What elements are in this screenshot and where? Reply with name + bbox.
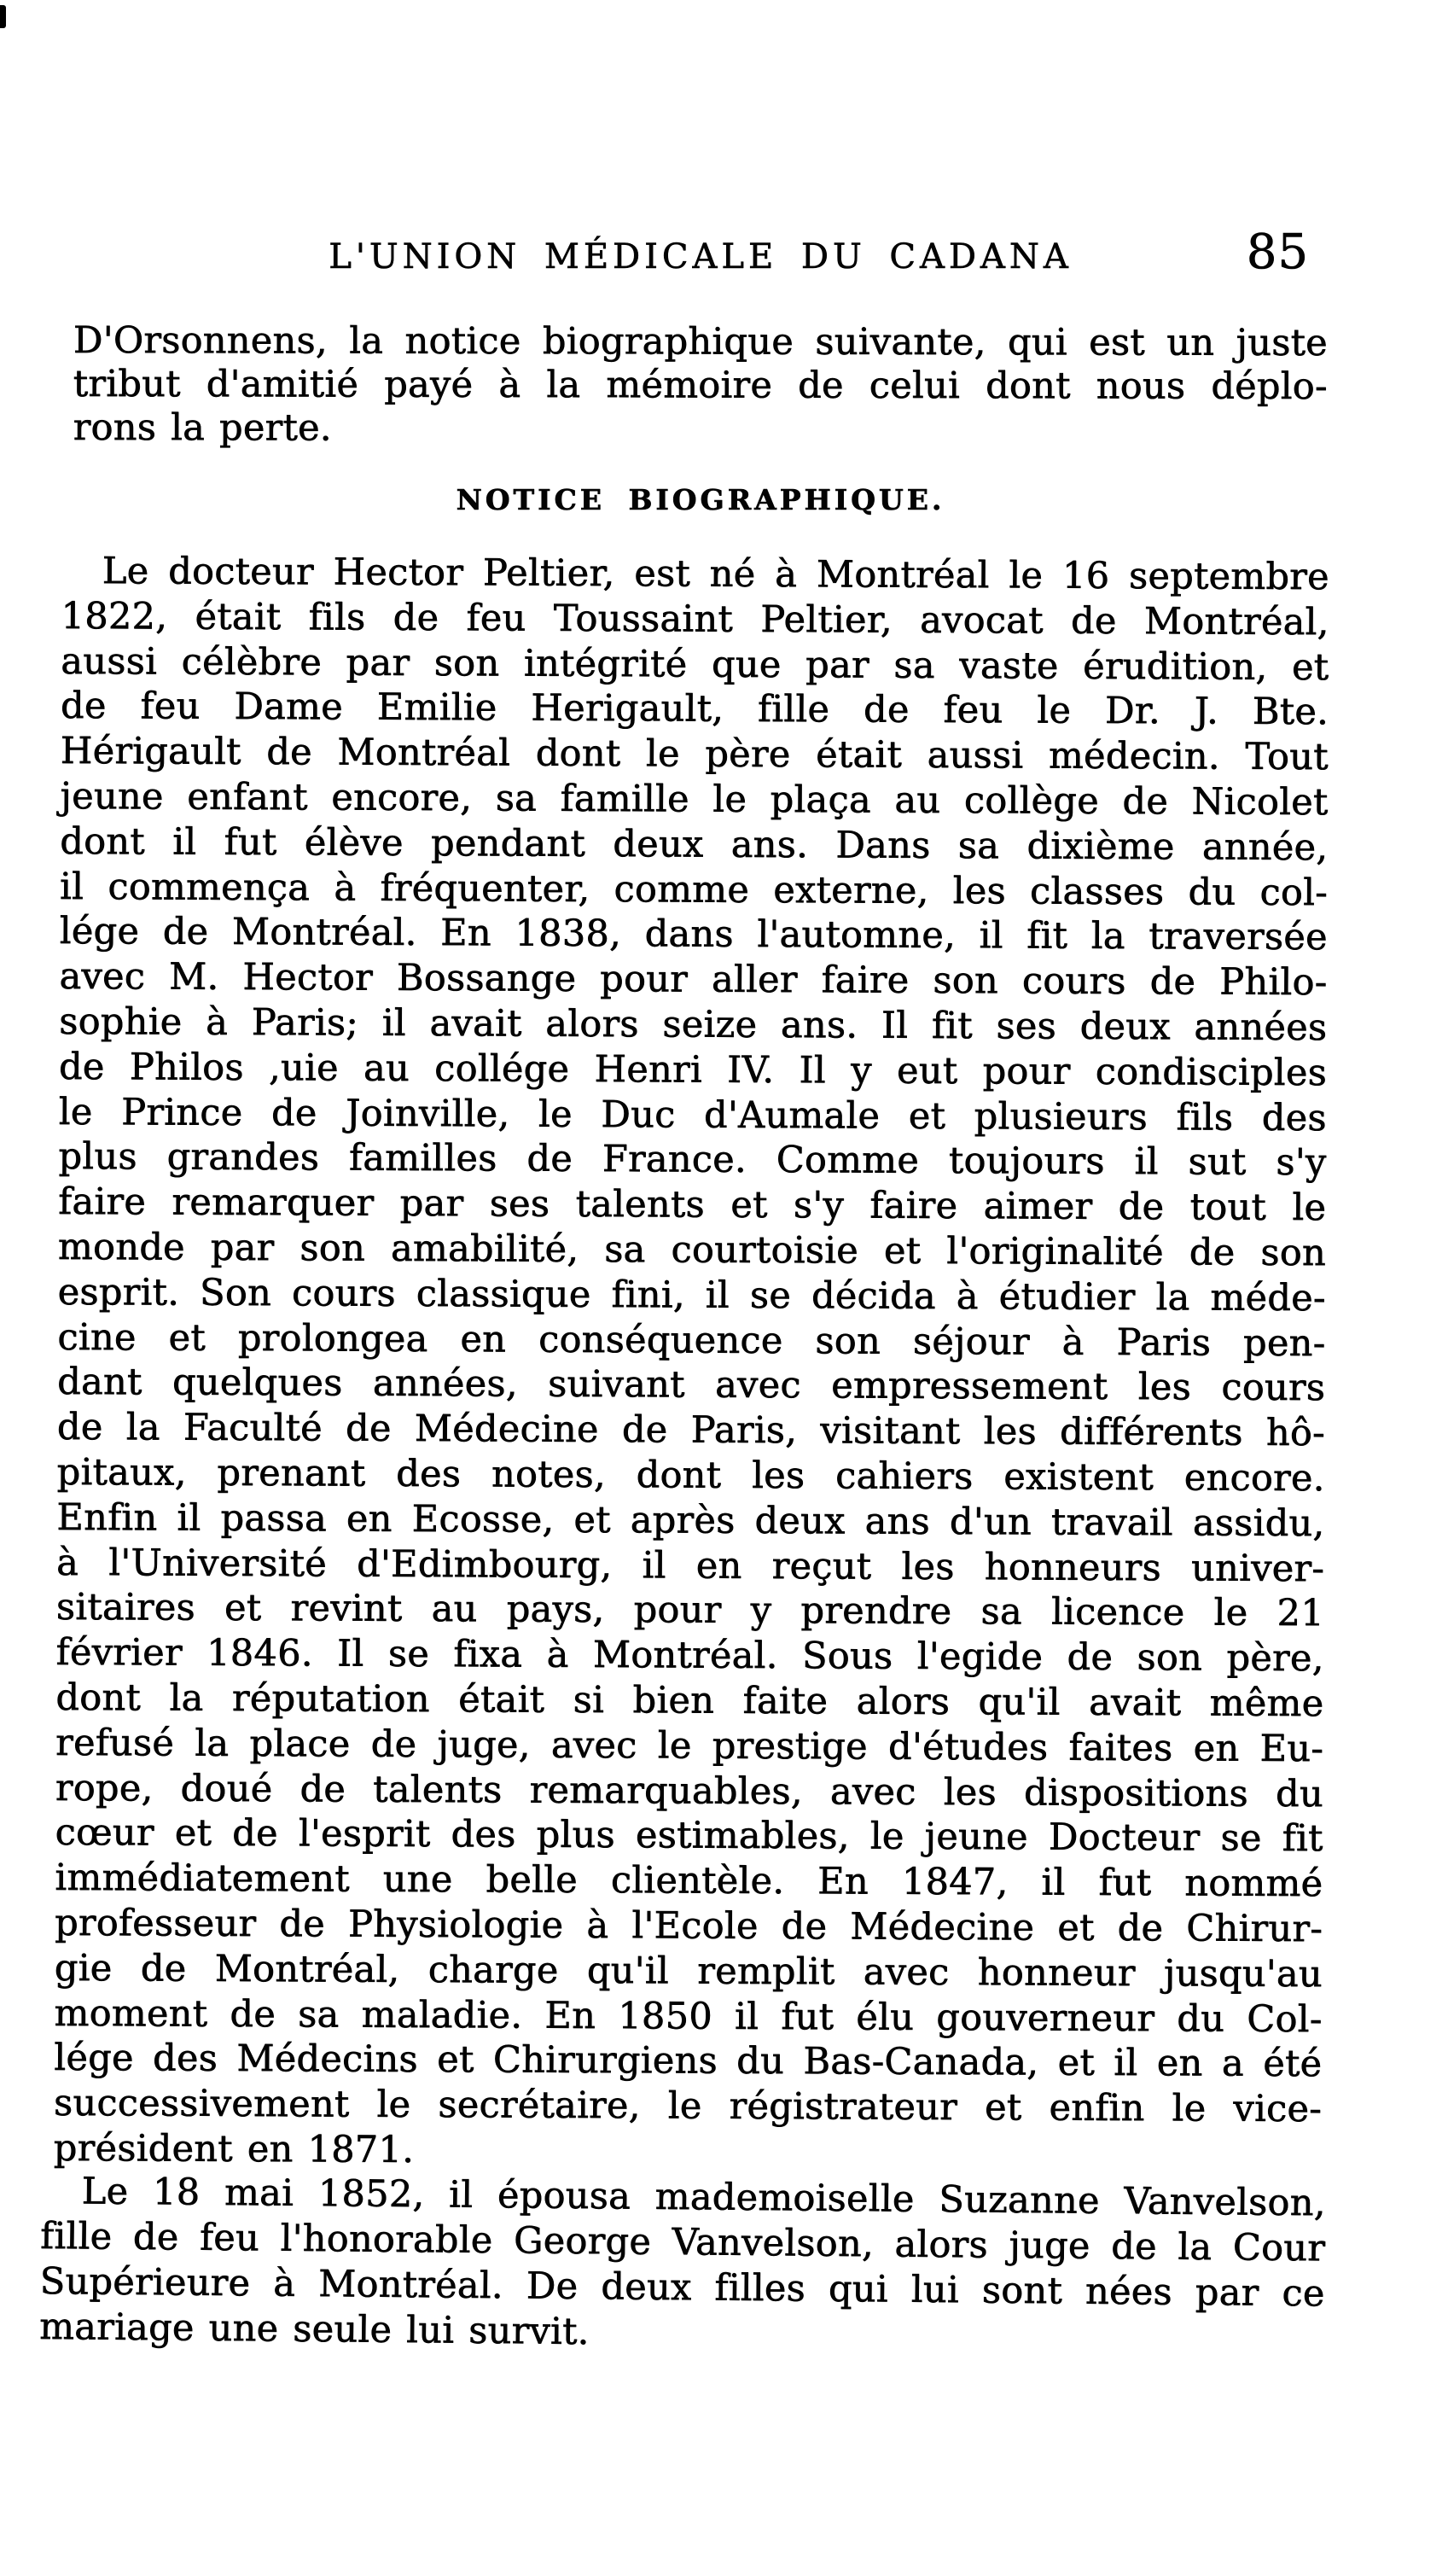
section-heading: NOTICE BIOGRAPHIQUE. xyxy=(456,483,945,516)
text-line: monde par son amabilité, sa courtoisie et l'originalité de son xyxy=(57,1225,1327,1275)
text-line: à l'Université d'Edimbourg, il en reçut les honneurs univer- xyxy=(56,1541,1325,1590)
closing-paragraph xyxy=(39,2169,1326,2362)
text-line: moment de sa maladie. En 1850 il fut élu gouverneur du Col- xyxy=(54,1991,1323,2041)
text-line: esprit. Son cours classique fini, il se décida à étudier la méde- xyxy=(57,1270,1326,1320)
text-line: de Philos ,uie au collége Henri IV. Il y eut pour condisciples xyxy=(58,1045,1328,1095)
text-line: de feu Dame Emilie Herigault, fille de feu le Dr. J. Bte. xyxy=(60,685,1329,734)
text-line: jeune enfant encore, sa famille le plaça au collège de Nicolet xyxy=(60,774,1329,825)
page-header xyxy=(73,224,1328,285)
text-line: 1822, était fils de feu Toussaint Peltier, avocat de Montréal, xyxy=(61,594,1329,644)
text-line: Le 18 mai 1852, il épousa mademoiselle Suzanne Vanvelson, xyxy=(81,2170,1326,2225)
text-line: avec M. Hector Bossange pour aller faire son cours de Philo- xyxy=(59,955,1328,1005)
text-line: pitaux, prenant des notes, dont les cahiers existent encore. xyxy=(56,1450,1325,1501)
text-line: aussi célèbre par son intégrité que par sa vaste érudition, et xyxy=(61,639,1329,689)
text-line: sophie à Paris; il avait alors seize ans. Il fit ses deux années xyxy=(59,1000,1328,1050)
text-line: dant quelques années, suivant avec empressement les cours xyxy=(57,1361,1326,1410)
text-line: faire remarquer par ses talents et s'y faire aimer de tout le xyxy=(58,1180,1327,1230)
text-line: Le docteur Hector Peltier, est né à Montréal le 16 septembre xyxy=(102,550,1329,599)
text-line: président en 1871. xyxy=(53,2126,415,2171)
scan-artifact-ink-mark xyxy=(0,5,6,28)
text-line: successivement le secrétaire, le régistrateur et enfin le vice- xyxy=(53,2082,1323,2131)
text-line: de la Faculté de Médecine de Paris, visitant les différents hô- xyxy=(56,1406,1326,1455)
intro-paragraph xyxy=(73,319,1328,452)
text-line: cœur et de l'esprit des plus estimables, le jeune Docteur se fit xyxy=(55,1811,1323,1861)
text-line: février 1846. Il se fixa à Montréal. Sous l'egide de son père, xyxy=(55,1631,1324,1681)
text-line: Hérigault de Montréal dont le père était aussi médecin. Tout xyxy=(60,730,1329,779)
text-line: tribut d'amitié payé à la mémoire de celui dont nous déplo- xyxy=(73,362,1328,409)
text-line: il commença à fréquenter, comme externe, les classes du col- xyxy=(59,865,1329,914)
page-number: 85 xyxy=(1246,224,1309,280)
text-line: Supérieure à Montréal. De deux filles qui lui sont nées par ce xyxy=(39,2259,1325,2316)
text-line: fille de feu l'honorable George Vanvelson, alors juge de la Cour xyxy=(40,2214,1326,2270)
text-line: lége des Médecins et Chirurgiens du Bas-Canada, et il en a été xyxy=(54,2037,1323,2086)
text-line: mariage une seule lui survit. xyxy=(38,2305,590,2354)
text-line: le Prince de Joinville, le Duc d'Aumale et plusieurs fils des xyxy=(58,1090,1327,1139)
text-line: Enfin il passa en Ecosse, et après deux ans d'un travail assidu, xyxy=(56,1495,1325,1545)
text-line: cine et prolongea en conséquence son séjour à Paris pen- xyxy=(57,1315,1326,1365)
biography-paragraph xyxy=(54,549,1329,2177)
text-line: plus grandes familles de France. Comme toujours il sut s'y xyxy=(58,1135,1327,1185)
text-line: D'Orsonnens, la notice biographique suivante, qui est un juste xyxy=(73,319,1328,365)
text-line: immédiatement une belle clientèle. En 1847, il fut nommé xyxy=(55,1856,1323,1906)
running-title: L'UNION MÉDICALE DU CADANA xyxy=(329,237,1073,277)
text-line: dont il fut élève pendant deux ans. Dans sa dixième année, xyxy=(60,819,1329,870)
text-line: professeur de Physiologie à l'Ecole de Médecine et de Chirur- xyxy=(55,1901,1323,1951)
text-line: rons la perte. xyxy=(73,405,332,450)
text-line: rope, doué de talents remarquables, avec les dispositions du xyxy=(55,1766,1324,1815)
text-line: sitaires et revint au pays, pour y prendre sa licence le 21 xyxy=(55,1586,1325,1635)
text-line: gie de Montréal, charge qu'il remplit avec honneur jusqu'au xyxy=(54,1946,1323,1996)
text-line: lége de Montréal. En 1838, dans l'automne, il fit la traversée xyxy=(59,910,1328,959)
text-line: refusé la place de juge, avec le prestige d'études faites en Eu- xyxy=(55,1721,1324,1770)
text-line: dont la réputation était si bien faite alors qu'il avait même xyxy=(55,1676,1324,1726)
